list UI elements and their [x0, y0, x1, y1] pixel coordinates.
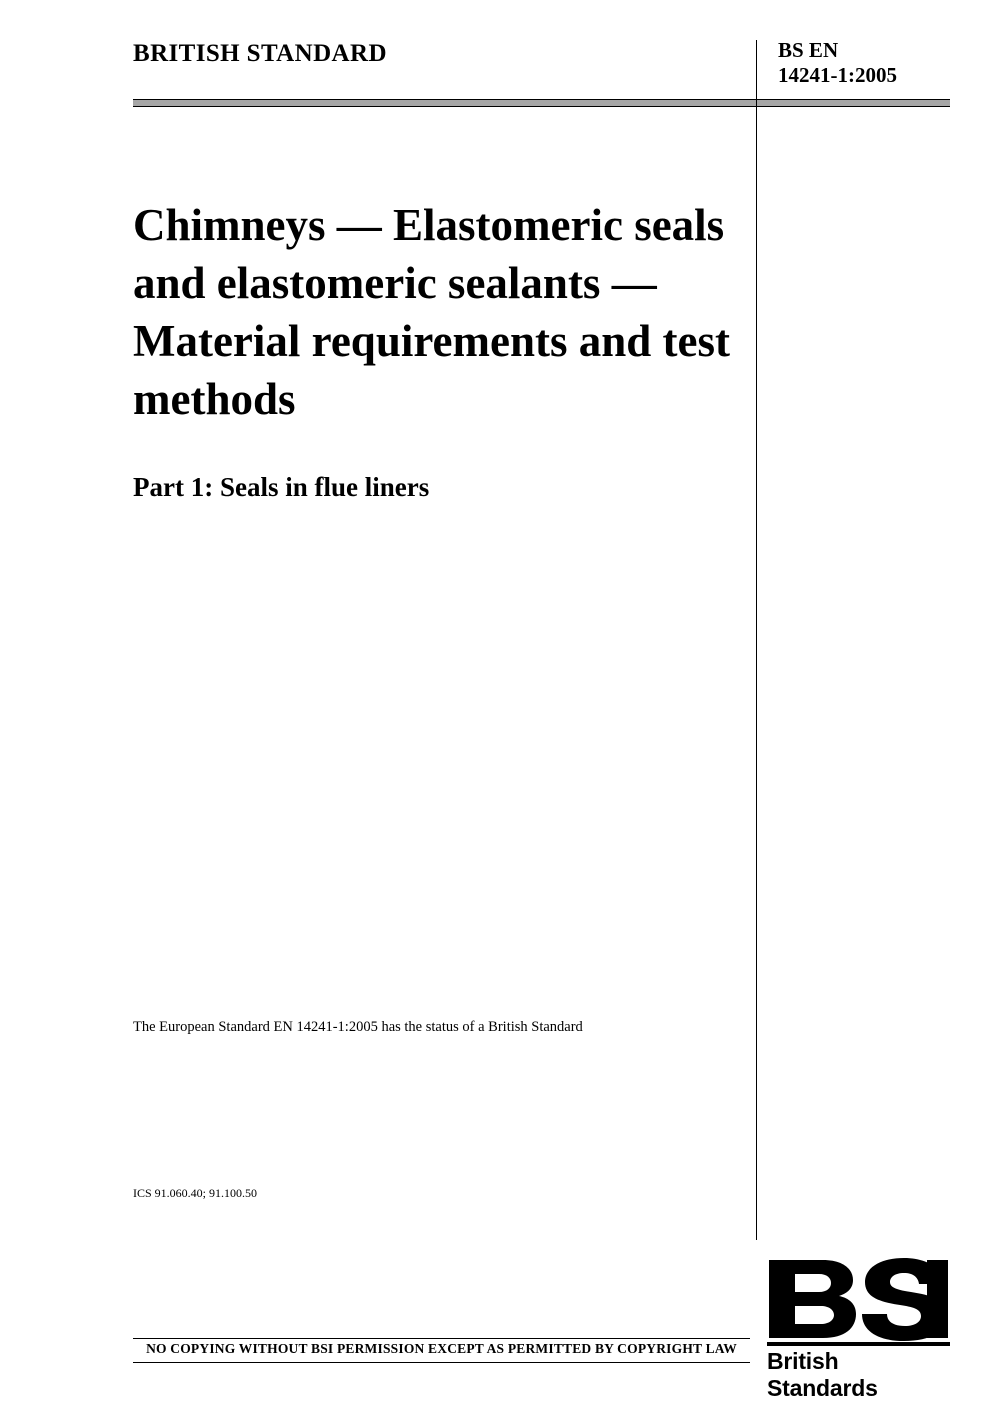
standard-number-line1: BS EN	[778, 38, 839, 62]
bsi-wordmark: British Standards	[767, 1348, 878, 1401]
page-header	[133, 40, 950, 102]
vertical-divider-rule	[756, 40, 757, 1240]
standard-number	[778, 38, 897, 88]
page-subtitle: Part 1: Seals in flue liners	[133, 472, 430, 502]
british-standard-label: BRITISH STANDARD	[133, 40, 387, 67]
title-block	[133, 196, 733, 504]
bsi-logo-icon	[767, 1258, 950, 1346]
standard-number-line2: 14241-1:2005	[778, 63, 897, 87]
footer-bottom-rule	[133, 1362, 750, 1363]
copyright-notice: NO COPYING WITHOUT BSI PERMISSION EXCEPT AS PERMITTED BY COPYRIGHT LAW	[146, 1341, 737, 1356]
bsi-logo	[767, 1258, 950, 1401]
header-divider-rule	[133, 99, 950, 107]
page-title: Chimneys — Elastomeric seals and elastomeric sealants — Material requirements and test methods	[133, 200, 730, 424]
status-note: The European Standard EN 14241-1:2005 has the status of a British Standard	[133, 1019, 583, 1035]
footer-top-rule	[133, 1338, 750, 1339]
ics-code: ICS 91.060.40; 91.100.50	[133, 1186, 258, 1200]
